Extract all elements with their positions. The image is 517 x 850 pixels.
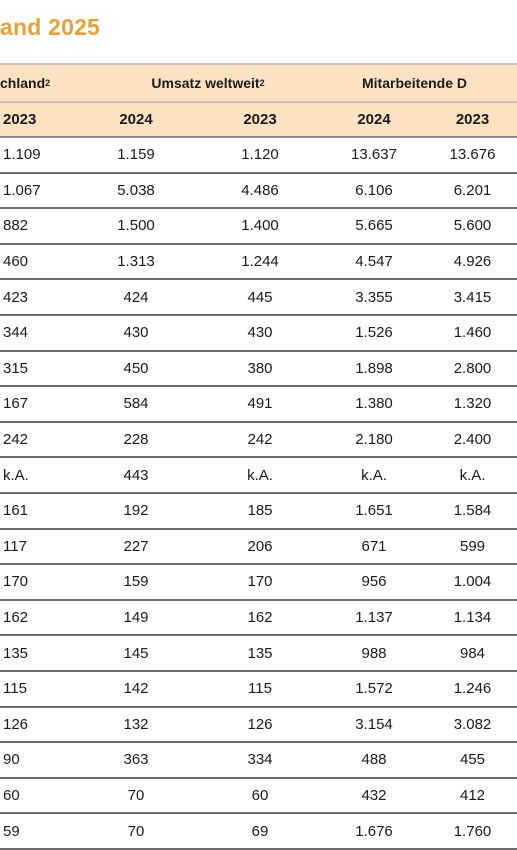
page-title: and 2025 — [0, 14, 101, 40]
table-cell: 1.067 — [3, 181, 41, 199]
table-cell: 1.676 — [355, 822, 393, 840]
table-cell: 363 — [123, 751, 149, 769]
table-cell: 192 — [123, 502, 149, 520]
table-cell: 491 — [247, 395, 273, 413]
table-cell: 1.246 — [453, 680, 492, 698]
table-cell: 162 — [3, 609, 29, 627]
table-cell: 1.460 — [453, 324, 492, 342]
table-cell: 206 — [247, 537, 273, 555]
table-row — [0, 743, 517, 779]
table-cell: k.A. — [361, 466, 387, 484]
table-row — [0, 174, 517, 210]
header-deutschland: chland 2 — [0, 75, 51, 91]
table-row — [0, 530, 517, 566]
table-cell: 242 — [3, 431, 29, 449]
table-cell: 69 — [251, 822, 269, 840]
table-cell: 488 — [361, 751, 387, 769]
table-cell: 445 — [247, 288, 273, 306]
table-cell: 13.637 — [351, 146, 397, 164]
table-cell: 6.201 — [453, 181, 492, 199]
table-cell: 4.926 — [453, 253, 492, 271]
table-cell: 1.651 — [355, 502, 393, 520]
table-row — [0, 423, 517, 459]
table-cell: 380 — [247, 359, 273, 377]
table-cell: k.A. — [3, 466, 29, 484]
table-cell: 5.600 — [453, 217, 492, 235]
table-cell: 1.109 — [3, 146, 41, 164]
table-cell: k.A. — [247, 466, 273, 484]
table-cell: 1.159 — [117, 146, 155, 164]
table-row — [0, 672, 517, 708]
table-row — [0, 636, 517, 672]
table-cell: 70 — [127, 822, 145, 840]
table-cell: 412 — [459, 786, 486, 804]
table-cell: 1.313 — [117, 253, 155, 271]
table-row — [0, 280, 517, 316]
header-deutschland-label: chland — [0, 75, 46, 91]
table-cell: 1.134 — [453, 609, 492, 627]
table-cell: 13.676 — [449, 146, 496, 164]
data-table — [0, 63, 517, 850]
table-row — [0, 565, 517, 601]
table-cell: 1.584 — [453, 502, 492, 520]
header-umsatz-weltweit-label: Umsatz weltweit — [151, 75, 260, 91]
table-cell: 2.180 — [355, 431, 393, 449]
table-cell: 432 — [361, 786, 387, 804]
table-cell: 3.154 — [355, 715, 393, 733]
table-cell: 1.526 — [355, 324, 393, 342]
table-cell: 443 — [123, 466, 149, 484]
table-cell: 1.137 — [355, 609, 393, 627]
table-cell: k.A. — [459, 466, 486, 484]
table-row — [0, 779, 517, 815]
table-cell: 3.082 — [453, 715, 492, 733]
table-cell: 4.547 — [355, 253, 393, 271]
table-cell: 450 — [123, 359, 149, 377]
table-cell: 145 — [123, 644, 149, 662]
table-cell: 5.038 — [117, 181, 155, 199]
table-cell: 984 — [459, 644, 486, 662]
table-cell: 60 — [251, 786, 269, 804]
table-cell: 228 — [123, 431, 149, 449]
table-cell: 1.380 — [355, 395, 393, 413]
table-cell: 430 — [123, 324, 149, 342]
table-cell: 159 — [123, 573, 149, 591]
table-cell: 1.244 — [241, 253, 279, 271]
table-cell: 126 — [247, 715, 273, 733]
table-cell: 334 — [247, 751, 273, 769]
table-cell: 1.320 — [453, 395, 492, 413]
table-cell: 344 — [3, 324, 29, 342]
table-cell: 460 — [3, 253, 29, 271]
table-cell: 170 — [247, 573, 273, 591]
table-cell: 59 — [3, 822, 20, 840]
table-cell: 132 — [123, 715, 149, 733]
table-cell: 227 — [123, 537, 149, 555]
header-year: 2023 — [243, 111, 277, 128]
table-cell: 4.486 — [241, 181, 279, 199]
table-cell: 142 — [123, 680, 149, 698]
table-cell: 161 — [3, 502, 29, 520]
table-row — [0, 458, 517, 494]
table-cell: 117 — [3, 537, 27, 555]
table-cell: 90 — [3, 751, 20, 769]
header-mitarbeitende: Mitarbeitende D — [362, 75, 468, 91]
table-cell: 315 — [3, 359, 29, 377]
table-cell: 149 — [123, 609, 149, 627]
table-cell: 60 — [3, 786, 20, 804]
table-cell: 115 — [248, 680, 272, 698]
table-cell: 170 — [3, 573, 29, 591]
table-cell: 1.120 — [241, 146, 279, 164]
header-group-row — [0, 63, 517, 101]
table-cell: 70 — [127, 786, 145, 804]
table-row — [0, 708, 517, 744]
table-cell: 1.400 — [241, 217, 279, 235]
table-cell: 3.415 — [453, 288, 492, 306]
table-row — [0, 209, 517, 245]
table-cell: 671 — [361, 537, 387, 555]
table-row — [0, 352, 517, 388]
table-row — [0, 138, 517, 174]
table-cell: 135 — [247, 644, 273, 662]
table-cell: 584 — [123, 395, 149, 413]
table-row — [0, 601, 517, 637]
table-cell: 1.898 — [355, 359, 393, 377]
table-cell: 2.800 — [453, 359, 492, 377]
table-cell: 185 — [247, 502, 273, 520]
header-umsatz-weltweit: Umsatz weltweit 2 — [151, 75, 265, 91]
table-cell: 115 — [3, 680, 27, 698]
table-cell: 5.665 — [355, 217, 393, 235]
table-cell: 126 — [3, 715, 29, 733]
table-cell: 882 — [3, 217, 29, 235]
table-cell: 242 — [247, 431, 273, 449]
header-year: 2024 — [357, 111, 391, 128]
header-year: 2024 — [119, 111, 153, 128]
table-cell: 1.572 — [355, 680, 393, 698]
table-cell: 1.760 — [453, 822, 492, 840]
header-year: 2023 — [3, 111, 37, 128]
header-year-row — [0, 101, 517, 138]
table-cell: 1.500 — [117, 217, 155, 235]
table-cell: 6.106 — [355, 181, 393, 199]
table-cell: 455 — [459, 751, 486, 769]
table-cell: 423 — [3, 288, 29, 306]
table-cell: 2.400 — [453, 431, 492, 449]
table-cell: 988 — [361, 644, 387, 662]
table-cell: 599 — [459, 537, 486, 555]
table-cell: 162 — [247, 609, 273, 627]
table-cell: 424 — [123, 288, 149, 306]
table-row — [0, 387, 517, 423]
table-cell: 956 — [361, 573, 387, 591]
table-cell: 1.004 — [453, 573, 492, 591]
table-row — [0, 494, 517, 530]
table-cell: 167 — [3, 395, 29, 413]
table-cell: 3.355 — [355, 288, 393, 306]
header-year: 2023 — [455, 111, 490, 128]
table-cell: 135 — [3, 644, 29, 662]
table-row — [0, 316, 517, 352]
table-cell: 430 — [247, 324, 273, 342]
table-row — [0, 245, 517, 281]
table-body — [0, 138, 517, 850]
